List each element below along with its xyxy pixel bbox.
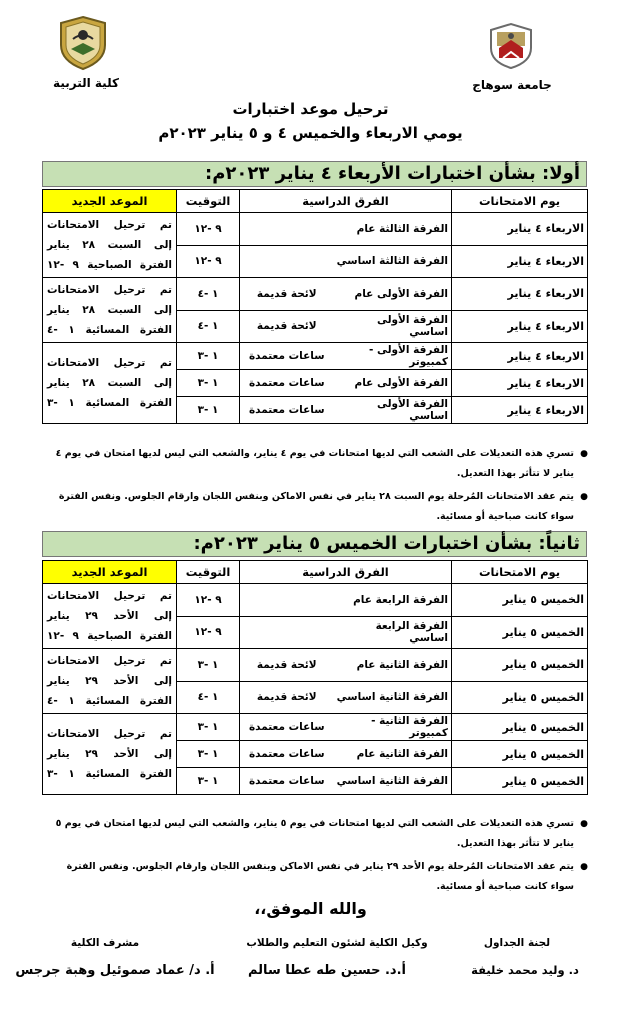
group-cell: الفرقة الثانية عام bbox=[334, 741, 452, 768]
system-cell bbox=[240, 213, 334, 246]
exam-day-cell: الخميس ٥ يناير bbox=[452, 681, 588, 714]
note-item: ● تسري هذه التعديلات على الشعب التي لديها امتحانات في يوم ٥ يناير، والشعب التي ليس لديها امتحان في يوم ٥ يناير لا تتأثر بهذا التعديل. bbox=[42, 814, 590, 854]
exam-day-cell: الخميس ٥ يناير bbox=[452, 741, 588, 768]
exam-day-cell: الاربعاء ٤ يناير bbox=[452, 397, 588, 424]
col-header-time: التوقيت bbox=[177, 561, 240, 584]
document-title: ترحيل موعد اختبارات bbox=[232, 100, 389, 118]
signature-title-schedules: لجنة الجداول bbox=[483, 937, 551, 949]
system-cell bbox=[240, 245, 334, 278]
time-cell: ١ -٣ bbox=[177, 714, 240, 741]
time-cell: ٩ -١٢ bbox=[177, 213, 240, 246]
group-cell: الفرقة الثانية عام bbox=[334, 649, 452, 682]
group-cell: الفرقة الأولى اساسي bbox=[334, 310, 452, 343]
system-cell: ساعات معتمدة bbox=[240, 768, 334, 795]
sohag-university-logo-icon bbox=[483, 22, 539, 70]
section2-notes bbox=[42, 814, 590, 900]
table-row bbox=[43, 649, 588, 682]
system-cell: ساعات معتمدة bbox=[240, 343, 334, 370]
system-cell: لائحة قديمة bbox=[240, 310, 334, 343]
new-date-cell: تم ترحيل الامتحانات إلى الأحد ٢٩ يناير الفترة الصباحية ٩ -١٢ bbox=[43, 584, 177, 649]
new-date-cell: تم ترحيل الامتحانات إلى الأحد ٢٩ يناير الفترة المسائية ١ -٤ bbox=[43, 649, 177, 714]
system-cell: لائحة قديمة bbox=[240, 278, 334, 311]
time-cell: ١ -٣ bbox=[177, 397, 240, 424]
col-header-new-date: الموعد الجديد bbox=[43, 190, 177, 213]
system-cell: لائحة قديمة bbox=[240, 649, 334, 682]
exam-day-cell: الاربعاء ٤ يناير bbox=[452, 370, 588, 397]
system-cell: ساعات معتمدة bbox=[240, 741, 334, 768]
group-cell: الفرقة الثانية اساسي bbox=[334, 768, 452, 795]
time-cell: ١ -٤ bbox=[177, 278, 240, 311]
system-cell: ساعات معتمدة bbox=[240, 397, 334, 424]
signature-title-supervisor: مشرف الكلية bbox=[70, 937, 140, 949]
time-cell: ٩ -١٢ bbox=[177, 616, 240, 649]
group-cell: الفرقة الثانية اساسي bbox=[334, 681, 452, 714]
section2-table bbox=[42, 560, 588, 795]
new-date-cell: تم ترحيل الامتحانات إلى السبت ٢٨ يناير الفترة المسائية ١ -٤ bbox=[43, 278, 177, 343]
university-name: جامعة سوهاج bbox=[472, 78, 552, 92]
education-college-logo-icon bbox=[57, 15, 109, 71]
group-cell: الفرقة الأولى - كمبيوتر bbox=[334, 343, 452, 370]
time-cell: ١ -٤ bbox=[177, 310, 240, 343]
group-cell: الفرقة الثانية - كمبيوتر bbox=[334, 714, 452, 741]
group-cell: الفرقة الأولى اساسي bbox=[334, 397, 452, 424]
document-subtitle: يومي الاربعاء والخميس ٤ و ٥ يناير ٢٠٢٣م bbox=[158, 124, 463, 142]
section2-heading: ثانياً: بشأن اختبارات الخميس ٥ يناير ٢٠٢٣م: bbox=[42, 531, 587, 557]
signature-name-schedules: د. وليد محمد خليفة bbox=[471, 963, 579, 977]
group-cell: الفرقة الأولى عام bbox=[334, 370, 452, 397]
group-cell: الفرقة الثالثة عام bbox=[334, 213, 452, 246]
section1-notes bbox=[42, 444, 590, 530]
time-cell: ١ -٣ bbox=[177, 370, 240, 397]
group-cell: الفرقة الرابعة اساسي bbox=[334, 616, 452, 649]
time-cell: ١ -٣ bbox=[177, 741, 240, 768]
group-cell: الفرقة الأولى عام bbox=[334, 278, 452, 311]
time-cell: ١ -٣ bbox=[177, 649, 240, 682]
note-item: ● تسري هذه التعديلات على الشعب التي لديها امتحانات في يوم ٤ يناير، والشعب التي ليس لديها امتحان في يوم ٤ يناير لا تتأثر بهذا التعديل. bbox=[42, 444, 590, 484]
system-cell bbox=[240, 616, 334, 649]
system-cell bbox=[240, 584, 334, 617]
table-row bbox=[43, 213, 588, 246]
col-header-day: يوم الامتحانات bbox=[452, 561, 588, 584]
exam-day-cell: الاربعاء ٤ يناير bbox=[452, 310, 588, 343]
table-row bbox=[43, 584, 588, 617]
signature-title-vice-dean: وكيل الكلية لشئون التعليم والطلاب bbox=[246, 937, 428, 949]
time-cell: ٩ -١٢ bbox=[177, 584, 240, 617]
exam-day-cell: الاربعاء ٤ يناير bbox=[452, 278, 588, 311]
new-date-cell: تم ترحيل الامتحانات إلى السبت ٢٨ يناير الفترة الصباحية ٩ -١٢ bbox=[43, 213, 177, 278]
signature-name-vice-dean: أ.د. حسين طه عطا سالم bbox=[247, 963, 406, 978]
new-date-cell: تم ترحيل الامتحانات إلى السبت ٢٨ يناير الفترة المسائية ١ -٣ bbox=[43, 343, 177, 424]
note-item: ● يتم عقد الامتحانات المُرحلة يوم الأحد ٢٩ يناير في نفس الاماكن وبنفس اللجان وارقام الجلوس. ونفس الفترة سواء كانت صباحية أو مسائية. bbox=[42, 857, 590, 897]
col-header-group: الفرق الدراسية bbox=[240, 190, 452, 213]
time-cell: ١ -٣ bbox=[177, 768, 240, 795]
note-item: ● يتم عقد الامتحانات المُرحلة يوم السبت ٢٨ يناير في نفس الاماكن وبنفس اللجان وارقام الجلوس. ونفس الفترة سواء كانت صباحية أو مسائية. bbox=[42, 487, 590, 527]
table-row bbox=[43, 714, 588, 741]
section1-table bbox=[42, 189, 588, 424]
college-name: كلية التربية bbox=[53, 76, 119, 90]
system-cell: ساعات معتمدة bbox=[240, 714, 334, 741]
exam-day-cell: الخميس ٥ يناير bbox=[452, 768, 588, 795]
exam-day-cell: الخميس ٥ يناير bbox=[452, 584, 588, 617]
exam-day-cell: الاربعاء ٤ يناير bbox=[452, 213, 588, 246]
exam-day-cell: الاربعاء ٤ يناير bbox=[452, 343, 588, 370]
signature-name-supervisor: أ. د/ عماد صموئيل وهبة جرجس bbox=[15, 963, 215, 978]
group-cell: الفرقة الثالثة اساسي bbox=[334, 245, 452, 278]
system-cell: لائحة قديمة bbox=[240, 681, 334, 714]
exam-day-cell: الخميس ٥ يناير bbox=[452, 714, 588, 741]
closing-text: والله الموفق،، bbox=[254, 899, 367, 918]
group-cell: الفرقة الرابعة عام bbox=[334, 584, 452, 617]
new-date-cell: تم ترحيل الامتحانات إلى الأحد ٢٩ يناير الفترة المسائية ١ -٣ bbox=[43, 714, 177, 795]
table-row bbox=[43, 343, 588, 370]
system-cell: ساعات معتمدة bbox=[240, 370, 334, 397]
exam-day-cell: الخميس ٥ يناير bbox=[452, 649, 588, 682]
exam-day-cell: الخميس ٥ يناير bbox=[452, 616, 588, 649]
col-header-new-date: الموعد الجديد bbox=[43, 561, 177, 584]
time-cell: ١ -٤ bbox=[177, 681, 240, 714]
col-header-time: التوقيت bbox=[177, 190, 240, 213]
table-row bbox=[43, 278, 588, 311]
time-cell: ٩ -١٢ bbox=[177, 245, 240, 278]
col-header-day: يوم الامتحانات bbox=[452, 190, 588, 213]
col-header-group: الفرق الدراسية bbox=[240, 561, 452, 584]
time-cell: ١ -٣ bbox=[177, 343, 240, 370]
section1-heading: أولا: بشأن اختبارات الأربعاء ٤ يناير ٢٠٢٣م: bbox=[42, 161, 587, 187]
exam-day-cell: الاربعاء ٤ يناير bbox=[452, 245, 588, 278]
